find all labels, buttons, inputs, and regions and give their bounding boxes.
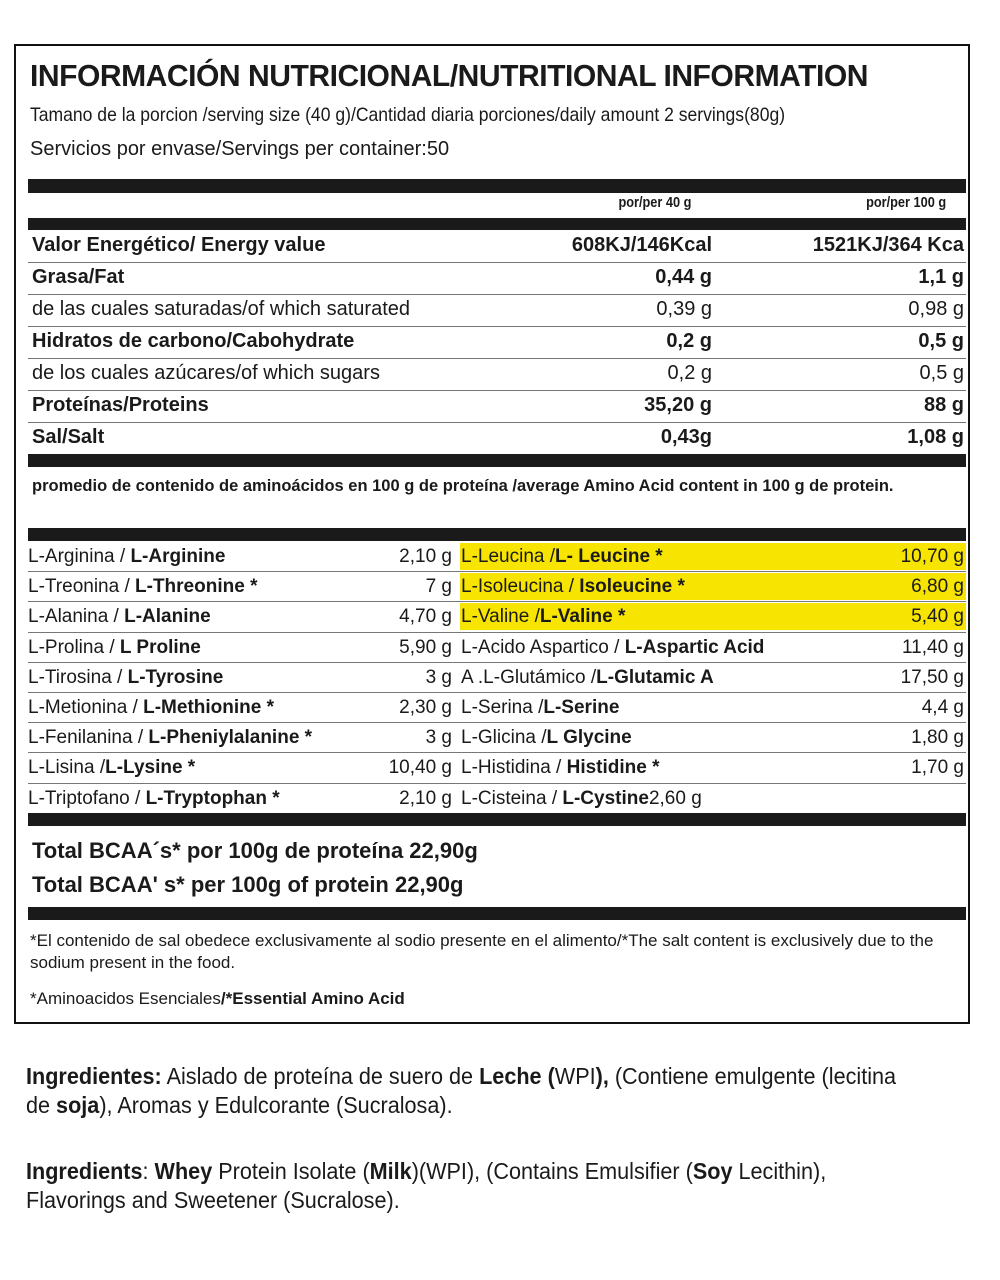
amino-acid-value: 2,30 g <box>399 697 452 718</box>
nutrient-value-per-100g: 88 g <box>923 394 964 416</box>
nutrient-value-per-serving: 0,44 g <box>655 266 712 288</box>
divider-bar <box>28 179 966 193</box>
allergen-milk: Milk <box>369 1158 412 1184</box>
salt-footnote: *El contenido de sal obedece exclusivamente al sodio presente en el alimento/*The salt content is exclusively due to the sodium present in the food. <box>30 931 934 972</box>
nutrient-value-per-serving: 0,2 g <box>666 330 712 352</box>
amino-acid-value: 4,4 g <box>921 697 964 718</box>
nutrient-label: Valor Energético/ Energy value <box>32 234 326 256</box>
amino-acid-value: 3 g <box>425 666 452 688</box>
amino-acid-name: L-Lisina /L-Lysine * <box>28 757 196 779</box>
essential-footnote-en: /*Essential Amino Acid <box>220 989 405 1008</box>
ingredients-text: ( <box>541 1063 555 1089</box>
amino-acid-name: L-Tirosina / L-Tyrosine <box>28 666 224 688</box>
nutrient-value-per-serving: 608KJ/146Kcal <box>571 234 712 256</box>
nutrient-value-per-100g: 1,1 g <box>918 266 964 288</box>
nutrient-label: Sal/Salt <box>32 426 105 448</box>
amino-acid-name: L-Histidina / Histidine * <box>461 757 660 779</box>
allergen-soy: soja <box>56 1092 100 1118</box>
ingredients-label: Ingredientes: <box>26 1063 162 1089</box>
amino-acid-value: 2,10 g <box>399 787 452 809</box>
nutrient-label: Grasa/Fat <box>32 266 125 288</box>
ingredients-en <box>26 1157 900 1215</box>
ingredient-whey: Whey <box>154 1158 213 1184</box>
nutrient-value-per-serving: 35,20 g <box>644 394 712 416</box>
nutrient-value-per-serving: 0,43g <box>660 426 712 448</box>
amino-acid-row <box>28 633 966 663</box>
nutrient-value-per-100g: 1521KJ/364 Kca <box>812 234 964 256</box>
divider-bar <box>28 454 966 467</box>
amino-acid-value: 1,70 g <box>911 757 964 779</box>
divider-bar <box>28 813 966 826</box>
allergen-soy: Soy <box>692 1158 733 1184</box>
amino-acid-name: L-Triptofano / L-Tryptophan * <box>28 787 280 809</box>
amino-acid-value: 4,70 g <box>399 606 452 628</box>
nutrient-row-fat <box>28 263 966 293</box>
amino-acid-value: 11,40 g <box>902 636 964 658</box>
nutrient-label: Proteínas/Proteins <box>32 394 209 416</box>
amino-acid-name: L-Treonina / L-Threonine * <box>28 576 258 598</box>
ingredients-text: WPI <box>554 1063 596 1089</box>
ingredients-text: ), Aromas y Edulcorante (Sucralosa). <box>99 1092 453 1118</box>
nutrient-label: de las cuales saturadas/of which saturated <box>32 298 410 320</box>
amino-acid-value: 17,50 g <box>900 666 964 688</box>
amino-acid-row <box>28 723 966 753</box>
amino-acid-name: L-Serina /L-Serine <box>461 697 620 718</box>
amino-acid-name: L-Prolina / L Proline <box>28 636 201 658</box>
amino-acid-value: 10,70 g <box>900 546 964 567</box>
ingredients-text: ), <box>595 1063 609 1089</box>
amino-acid-row <box>28 572 966 602</box>
amino-acid-note: promedio de contenido de aminoácidos en 100 g de proteína /average Amino Acid content in 100 g de protein. <box>32 477 894 495</box>
ingredients-es <box>26 1062 900 1120</box>
amino-acid-value: 6,80 g <box>911 576 964 598</box>
essential-footnote-es: *Aminoacidos Esenciales <box>30 989 221 1008</box>
amino-acid-row <box>28 602 966 632</box>
amino-acid-row <box>28 542 966 572</box>
amino-acid-name: L-Cisteina / L-Cystine2,60 g <box>461 787 702 809</box>
amino-acid-name: A .L-Glutámico /L-Glutamic A <box>461 666 714 688</box>
nutrient-value-per-100g: 0,5 g <box>919 362 964 384</box>
servings-per-container: Servicios por envase/Servings per container:50 <box>30 138 450 160</box>
amino-acid-name: L-Fenilanina / L-Pheniylalanine * <box>28 727 313 749</box>
divider-bar <box>28 528 966 541</box>
amino-acid-name: L-Glicina /L Glycine <box>461 727 632 749</box>
nutrient-value-per-serving: 0,2 g <box>667 362 712 384</box>
amino-acid-value: 5,90 g <box>399 636 452 658</box>
ingredients-text: )(WPI), (Contains Emulsifier ( <box>411 1158 693 1184</box>
amino-acid-name: L-Isoleucina / Isoleucine * <box>461 576 685 598</box>
allergen-milk: Leche <box>479 1063 542 1089</box>
essential-footnote <box>30 989 405 1009</box>
nutrition-panel <box>14 44 970 1024</box>
col1-header: por/per 40 g <box>618 194 692 211</box>
amino-acid-name: L-Valine /L-Valine * <box>461 606 626 628</box>
nutrient-value-per-100g: 1,08 g <box>907 426 964 448</box>
nutrient-row-carbohydrate <box>28 327 966 357</box>
serving-size: Tamano de la porcion /serving size (40 g)/Cantidad diaria porciones/daily amount 2 servings(80g) <box>30 104 786 126</box>
amino-acid-name: L-Acido Aspartico / L-Aspartic Acid <box>461 636 765 658</box>
bcaa-total-en: Total BCAA' s* per 100g of protein 22,90g <box>32 872 464 897</box>
amino-acid-row <box>28 663 966 693</box>
amino-acid-value: 7 g <box>425 576 452 598</box>
amino-acid-name: L-Arginina / L-Arginine <box>28 546 226 567</box>
amino-acid-row <box>28 784 966 814</box>
panel-title: INFORMACIÓN NUTRICIONAL/NUTRITIONAL INFORMATION <box>30 58 869 93</box>
col2-header: por/per 100 g <box>866 194 947 211</box>
divider-bar <box>28 907 966 920</box>
amino-acid-name: L-Metionina / L-Methionine * <box>28 697 275 718</box>
nutrient-row-salt <box>28 423 966 453</box>
nutrient-label: Hidratos de carbono/Cabohydrate <box>32 330 355 352</box>
nutrient-label: de los cuales azúcares/of which sugars <box>32 362 380 384</box>
amino-acid-value: 2,10 g <box>399 546 452 567</box>
amino-acid-row <box>28 753 966 783</box>
amino-acid-value: 1,80 g <box>911 727 964 749</box>
amino-acid-row <box>28 693 966 723</box>
ingredients-text: (Contiene emulgente (lecitina de <box>26 1063 897 1118</box>
amino-acid-name: L-Leucina /L- Leucine * <box>461 546 663 567</box>
amino-acid-value: 10,40 g <box>388 757 452 779</box>
amino-acid-value: 5,40 g <box>911 606 964 628</box>
nutrient-row-energy <box>28 231 966 261</box>
nutrient-value-per-100g: 0,98 g <box>908 298 964 320</box>
ingredients-text: Lecithin), Flavorings and Sweetener (Sucralose). <box>26 1158 827 1213</box>
ingredients-text: : <box>142 1158 155 1184</box>
ingredients-label: Ingredients <box>26 1158 143 1184</box>
amino-acid-name: L-Alanina / L-Alanine <box>28 606 211 628</box>
amino-acid-value: 3 g <box>425 727 452 749</box>
nutrient-row-saturated <box>28 295 966 325</box>
ingredients-text: Protein Isolate ( <box>212 1158 370 1184</box>
ingredients-text: Aislado de proteína de suero de <box>161 1063 480 1089</box>
nutrient-value-per-100g: 0,5 g <box>918 330 964 352</box>
divider-bar <box>28 218 966 230</box>
bcaa-total-es: Total BCAA´s* por 100g de proteína 22,90g <box>32 838 478 863</box>
nutrient-row-proteins <box>28 391 966 421</box>
nutrient-value-per-serving: 0,39 g <box>656 298 712 320</box>
nutrient-row-sugars <box>28 359 966 389</box>
